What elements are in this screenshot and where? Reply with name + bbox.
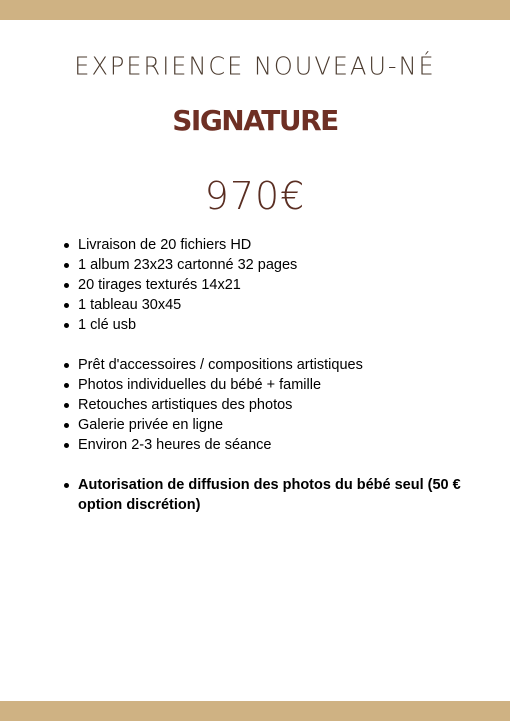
page-title: EXPERIENCE NOUVEAU-NÉ: [74, 51, 436, 81]
list-item: Autorisation de diffusion des photos du bébé seul (50 € option discrétion): [62, 475, 462, 515]
list-item: Galerie privée en ligne: [62, 415, 363, 435]
list-item: 20 tirages texturés 14x21: [62, 275, 297, 295]
list-item: Environ 2-3 heures de séance: [62, 435, 363, 455]
package-price: 970€: [204, 174, 306, 218]
list-item: Photos individuelles du bébé + famille: [62, 375, 363, 395]
services-list: [62, 355, 363, 455]
authorization-list: [62, 475, 462, 515]
list-item: Livraison de 20 fichiers HD: [62, 235, 297, 255]
list-item: 1 album 23x23 cartonné 32 pages: [62, 255, 297, 275]
list-item: Prêt d'accessoires / compositions artistiques: [62, 355, 363, 375]
list-item: Retouches artistiques des photos: [62, 395, 363, 415]
list-item: 1 clé usb: [62, 315, 297, 335]
deliverables-list: [62, 235, 297, 335]
package-name: SIGNATURE: [172, 104, 338, 137]
top-decorative-band: [0, 0, 510, 20]
list-item: 1 tableau 30x45: [62, 295, 297, 315]
bottom-decorative-band: [0, 701, 510, 721]
